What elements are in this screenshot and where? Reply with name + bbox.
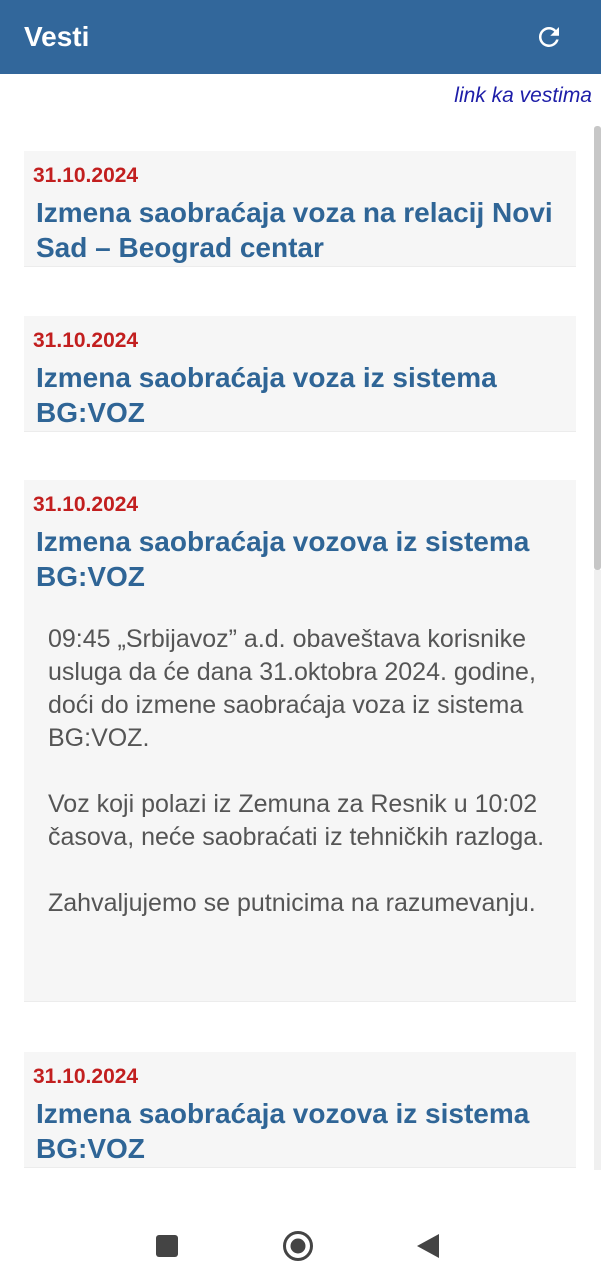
back-button[interactable] bbox=[406, 1224, 450, 1268]
news-body-paragraph: Voz koji polazi iz Zemuna za Resnik u 10:02 časova, neće saobraćati iz tehničkih razloga. bbox=[48, 790, 545, 851]
news-card[interactable] bbox=[24, 1052, 576, 1168]
news-body-paragraph: Zahvaljujemo se putnicima na razumevanju. bbox=[48, 889, 536, 917]
triangle-back-icon bbox=[415, 1232, 441, 1260]
news-title: Izmena saobraćaja vozova iz sistema BG:VOZ bbox=[36, 1098, 530, 1164]
news-link[interactable]: link ka vestima bbox=[454, 84, 592, 107]
app-bar bbox=[0, 0, 601, 74]
news-date: 31.10.2024 bbox=[33, 493, 139, 516]
recents-button[interactable] bbox=[145, 1224, 189, 1268]
news-date: 31.10.2024 bbox=[33, 1065, 139, 1088]
news-body-paragraph: 09:45 „Srbijavoz” a.d. obaveštava korisnike usluga da će dana 31.oktobra 2024. godine, doći do izmene saobraćaja voza iz sistema BG:VOZ. bbox=[48, 625, 536, 752]
news-body bbox=[48, 623, 568, 920]
news-card[interactable] bbox=[24, 151, 576, 267]
news-card[interactable] bbox=[24, 316, 576, 432]
refresh-icon bbox=[534, 22, 564, 52]
news-date: 31.10.2024 bbox=[33, 329, 139, 352]
square-icon bbox=[155, 1234, 179, 1258]
system-nav-bar bbox=[0, 1210, 601, 1280]
news-title: Izmena saobraćaja voza iz sistema BG:VOZ bbox=[36, 362, 497, 428]
home-button[interactable] bbox=[276, 1224, 320, 1268]
app-title: Vesti bbox=[24, 21, 90, 52]
scrollbar-track bbox=[594, 570, 601, 1170]
refresh-button[interactable] bbox=[526, 14, 572, 60]
news-date: 31.10.2024 bbox=[33, 164, 139, 187]
scrollbar-thumb[interactable] bbox=[594, 126, 601, 570]
news-card-expanded[interactable] bbox=[24, 480, 576, 1002]
news-title: Izmena saobraćaja voza na relacij Novi Sad – Beograd centar bbox=[36, 197, 553, 263]
news-title: Izmena saobraćaja vozova iz sistema BG:VOZ bbox=[36, 526, 530, 592]
circle-icon bbox=[282, 1230, 314, 1262]
